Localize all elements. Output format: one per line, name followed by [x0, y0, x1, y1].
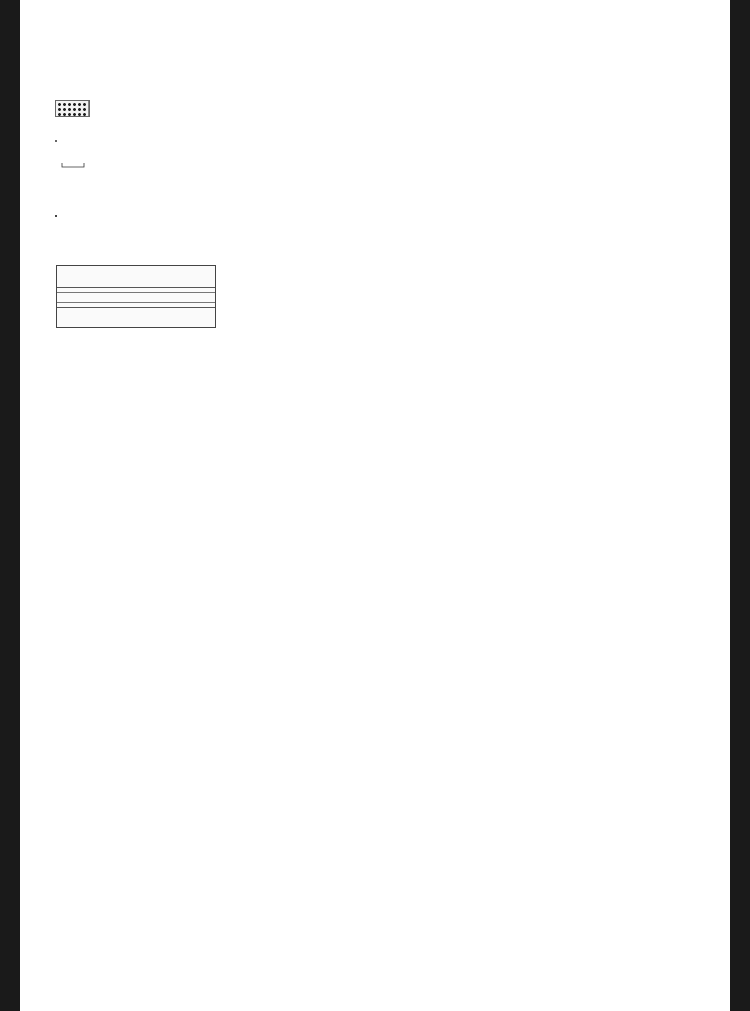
- external-terminal-block: [56, 265, 216, 328]
- rs485-port: [56, 101, 89, 116]
- loop-terminal-strip: [55, 100, 90, 117]
- control-terminal-strip: [55, 215, 57, 217]
- sounder-terminal-strip: [55, 140, 57, 142]
- document-sheet: [20, 0, 730, 1011]
- sounder-bracket: [61, 163, 85, 169]
- external-terminal-divider: [57, 287, 215, 308]
